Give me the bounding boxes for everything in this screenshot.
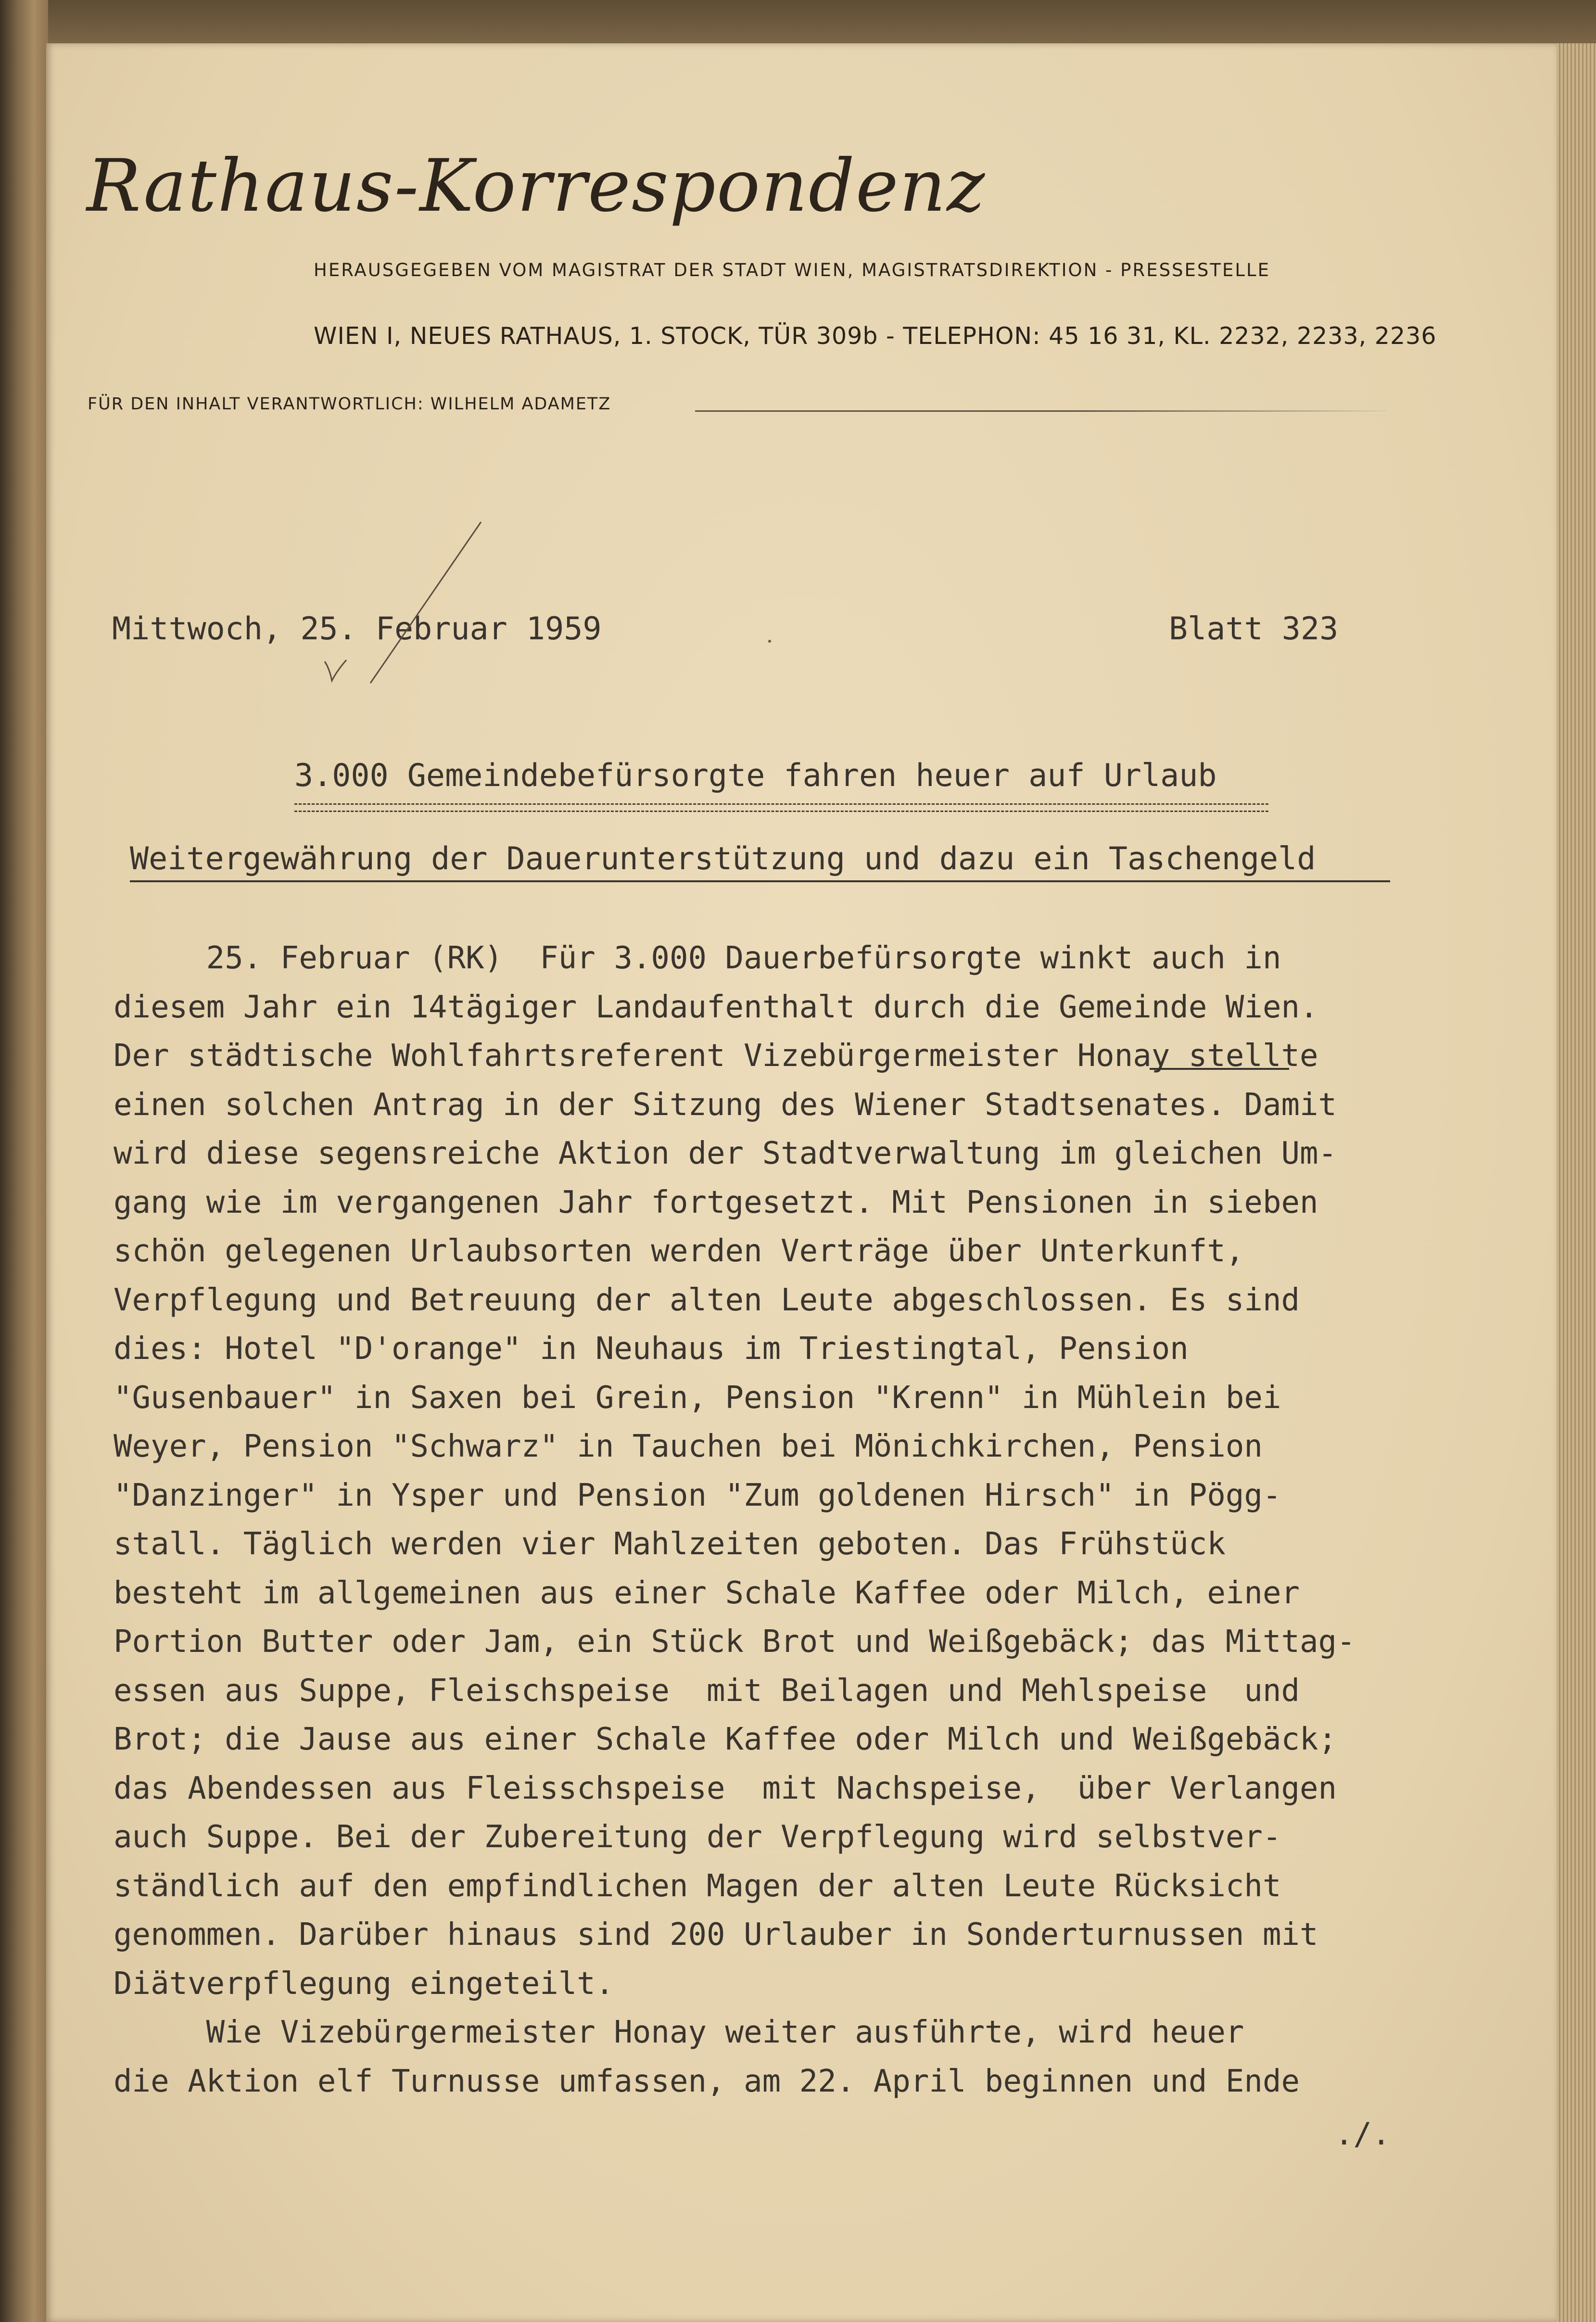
article-body (114, 934, 1355, 2106)
body-line: genommen. Darüber hinaus sind 200 Urlauber in Sonderturnussen mit (114, 1917, 1318, 1953)
body-line: Diätverpflegung eingeteilt. (114, 1966, 614, 2002)
body-line: einen solchen Antrag in der Sitzung des Wiener Stadtsenates. Damit (114, 1087, 1337, 1123)
honay-underline (1150, 1068, 1289, 1070)
body-line: Wie Vizebürgermeister Honay weiter ausführte, wird heuer (114, 2015, 1244, 2050)
sheet-number: Blatt 323 (1169, 611, 1339, 647)
body-line: Portion Butter oder Jam, ein Stück Brot und Weißgebäck; das Mittag- (114, 1624, 1355, 1660)
body-line: gang wie im vergangenen Jahr fortgesetzt. Mit Pensionen in sieben (114, 1184, 1318, 1220)
continuation-mark: ./. (1335, 2117, 1391, 2152)
body-line: die Aktion elf Turnusse umfassen, am 22. April beginnen und Ende (114, 2063, 1300, 2099)
body-line: Der städtische Wohlfahrtsreferent Vizebürgermeister Honay stellte (114, 1038, 1318, 1074)
body-line: diesem Jahr ein 14tägiger Landaufenthalt durch die Gemeinde Wien. (114, 989, 1318, 1025)
subheadline-underline (130, 880, 1390, 882)
letterhead-title: Rathaus-Korrespondenz (87, 144, 986, 228)
body-line: auch Suppe. Bei der Zubereitung der Verpflegung wird selbstver- (114, 1819, 1281, 1855)
body-line: das Abendessen aus Fleisschspeise mit Nachspeise, über Verlangen (114, 1770, 1337, 1806)
body-line: 25. Februar (RK) Für 3.000 Dauerbefürsorgte winkt auch in (114, 940, 1281, 976)
body-line: Brot; die Jause aus einer Schale Kaffee oder Milch und Weißgebäck; (114, 1722, 1337, 1757)
letterhead-responsible: FÜR DEN INHALT VERANTWORTLICH: WILHELM ADAMETZ (88, 394, 611, 414)
body-line: dies: Hotel "D'orange" in Neuhaus im Triestingtal, Pension (114, 1331, 1189, 1367)
body-line: Verpflegung und Betreuung der alten Leute abgeschlossen. Es sind (114, 1282, 1300, 1318)
dateline: Mittwoch, 25. Februar 1959 (112, 611, 602, 647)
body-line: "Gusenbauer" in Saxen bei Grein, Pension "Krenn" in Mühlein bei (114, 1380, 1281, 1416)
letterhead-address: WIEN I, NEUES RATHAUS, 1. STOCK, TÜR 309b - TELEPHON: 45 16 31, KL. 2232, 2233, 2236 (314, 322, 1437, 350)
body-line: stall. Täglich werden vier Mahlzeiten geboten. Das Frühstück (114, 1526, 1226, 1562)
letterhead-publisher: HERAUSGEGEBEN VOM MAGISTRAT DER STADT WIEN, MAGISTRATSDIREKTION - PRESSESTELLE (314, 260, 1270, 280)
article-headline: 3.000 Gemeindebefürsorgte fahren heuer auf Urlaub (294, 758, 1217, 794)
body-line: essen aus Suppe, Fleischspeise mit Beilagen und Mehlspeise und (114, 1673, 1300, 1709)
article-subheadline: Weitergewährung der Dauerunterstützung und dazu ein Taschengeld (130, 841, 1316, 877)
body-line: schön gelegenen Urlaubsorten werden Verträge über Unterkunft, (114, 1233, 1244, 1269)
body-line: besteht im allgemeinen aus einer Schale Kaffee oder Milch, einer (114, 1575, 1300, 1611)
body-line: "Danzinger" in Ysper und Pension "Zum goldenen Hirsch" in Pögg- (114, 1477, 1281, 1513)
headline-double-rule (294, 803, 1268, 812)
body-line: Weyer, Pension "Schwarz" in Tauchen bei Mönichkirchen, Pension (114, 1429, 1263, 1464)
body-line: ständlich auf den empfindlichen Magen der alten Leute Rücksicht (114, 1868, 1281, 1904)
body-line: wird diese segensreiche Aktion der Stadtverwaltung im gleichen Um- (114, 1136, 1337, 1171)
